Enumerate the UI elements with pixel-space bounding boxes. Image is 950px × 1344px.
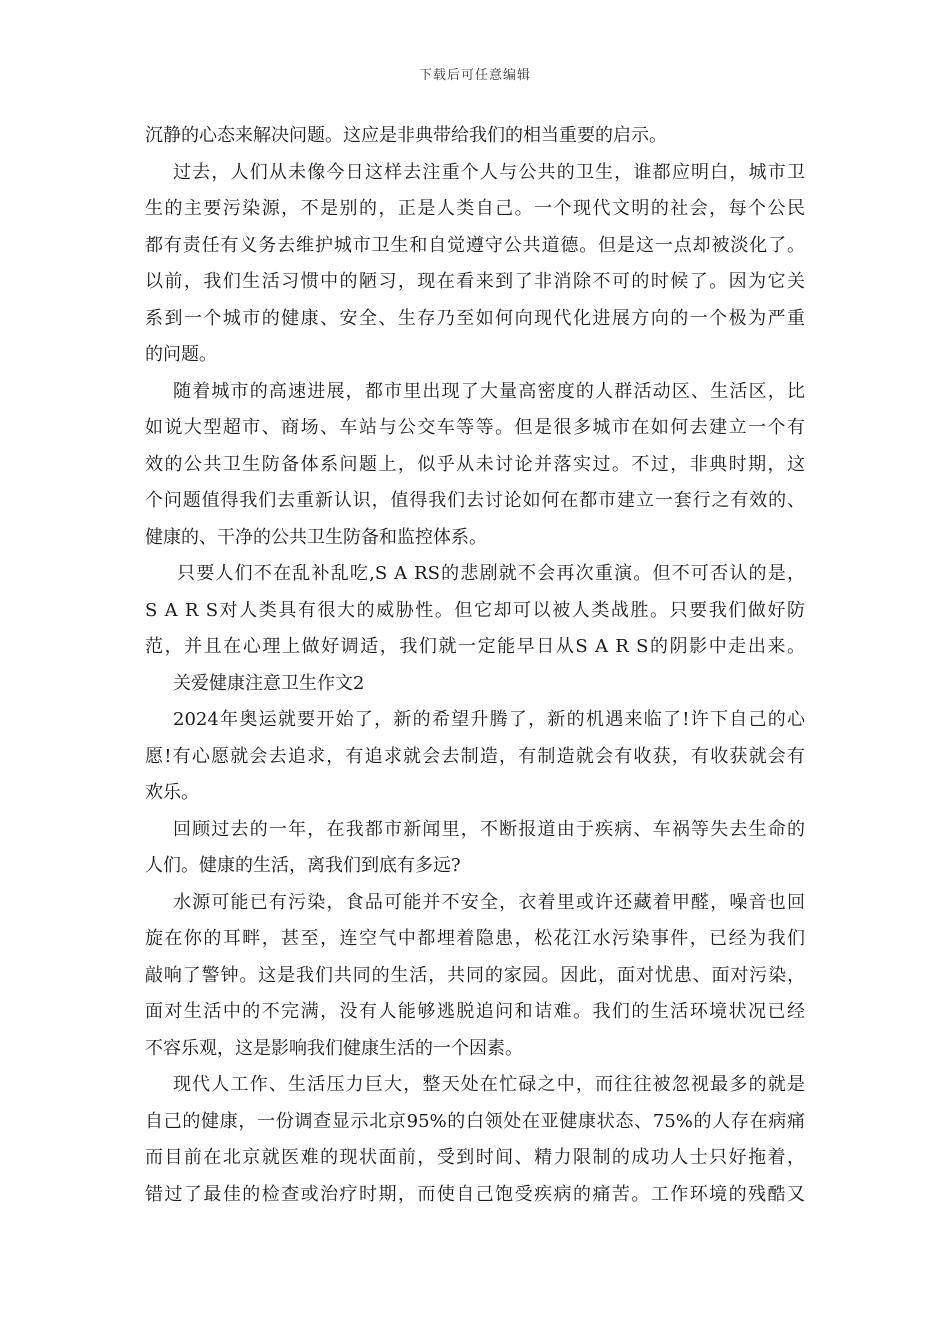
- text-line: 范，并且在心理上做好调适，我们就一定能早日从S A R S的阴影中走出来。: [145, 636, 805, 657]
- text-line: 过去，人们从未像今日这样去注重个人与公共的卫生，谁都应明白，城市卫: [173, 161, 805, 183]
- text-line: 愿!有心愿就会去追求，有追求就会去制造，有制造就会有收获，有收获就会有: [145, 745, 805, 767]
- text-line: 的问题。: [145, 344, 217, 365]
- text-line: 都有责任有义务去维护城市卫生和自觉遵守公共道德。但是这一点却被淡化了。: [145, 234, 805, 256]
- text-line: 沉静的心态来解决问题。这应是非典带给我们的相当重要的启示。: [145, 125, 667, 146]
- text-line: 如说大型超市、商场、车站与公交车等等。但是很多城市在如何去建立一个有: [145, 417, 805, 438]
- text-line: 个问题值得我们去重新认识，值得我们去讨论如何在都市建立一套行之有效的、: [145, 490, 805, 511]
- text-line: 错过了最佳的检查或治疗时期，而使自己饱受疾病的痛苦。工作环境的残酷又: [145, 1183, 805, 1205]
- document-body: [145, 118, 805, 1213]
- text-line: 生的主要污染源，不是别的，正是人类自己。一个现代文明的社会，每个公民: [145, 198, 805, 219]
- text-line: 2024年奥运就要开始了，新的希望升腾了，新的机遇来临了!许下自己的心: [173, 709, 805, 730]
- text-line: 效的公共卫生防备体系问题上，似乎从未讨论并落实过。不过，非典时期，这: [145, 453, 805, 475]
- text-line: 不容乐观，这是影响我们健康生活的一个因素。: [145, 1037, 523, 1059]
- section-heading: 关爱健康注意卫生作文2: [173, 672, 365, 694]
- text-line: 旋在你的耳畔，甚至，连空气中都埋着隐患，松花江水污染事件，已经为我们: [145, 928, 805, 949]
- text-line: 敲响了警钟。这是我们共同的生活，共同的家园。因此，面对忧患、面对污染，: [145, 964, 805, 986]
- text-line: 而目前在北京就医难的现状面前，受到时间、精力限制的成功人士只好拖着，: [145, 1147, 805, 1168]
- text-line: 健康的、干净的公共卫生防备和监控体系。: [145, 526, 487, 548]
- text-line: 人们。健康的生活，离我们到底有多远?: [145, 855, 461, 876]
- page-header: 下载后可任意编辑: [418, 68, 531, 83]
- text-line: 随着城市的高速进展，都市里出现了大量高密度的人群活动区、生活区，比: [173, 380, 805, 402]
- text-line: 系到一个城市的健康、安全、生存乃至如何向现代化进展方向的一个极为严重: [145, 307, 805, 329]
- text-line: 欢乐。: [145, 782, 199, 803]
- text-line: 面对生活中的不完满，没有人能够逃脱追问和诘难。我们的生活环境状况已经: [145, 1001, 805, 1022]
- text-line: 自己的健康，一份调查显示北京95%的白领处在亚健康状态、75%的人存在病痛: [145, 1110, 805, 1132]
- text-line: 水源可能已有污染，食品可能并不安全，衣着里或许还藏着甲醛，噪音也回: [173, 891, 805, 913]
- text-line: 现代人工作、生活压力巨大，整天处在忙碌之中，而往往被忽视最多的就是: [173, 1074, 805, 1095]
- text-line: S A R S对人类具有很大的威胁性。但它却可以被人类战胜。只要我们做好防: [145, 599, 805, 621]
- text-line: 回顾过去的一年，在我都市新闻里，不断报道由于疾病、车祸等失去生命的: [173, 818, 805, 840]
- text-line: 以前，我们生活习惯中的陋习，现在看来到了非消除不可的时候了。因为它关: [145, 271, 805, 292]
- text-line: 只要人们不在乱补乱吃,S A RS的悲剧就不会再次重演。但不可否认的是，: [177, 563, 805, 584]
